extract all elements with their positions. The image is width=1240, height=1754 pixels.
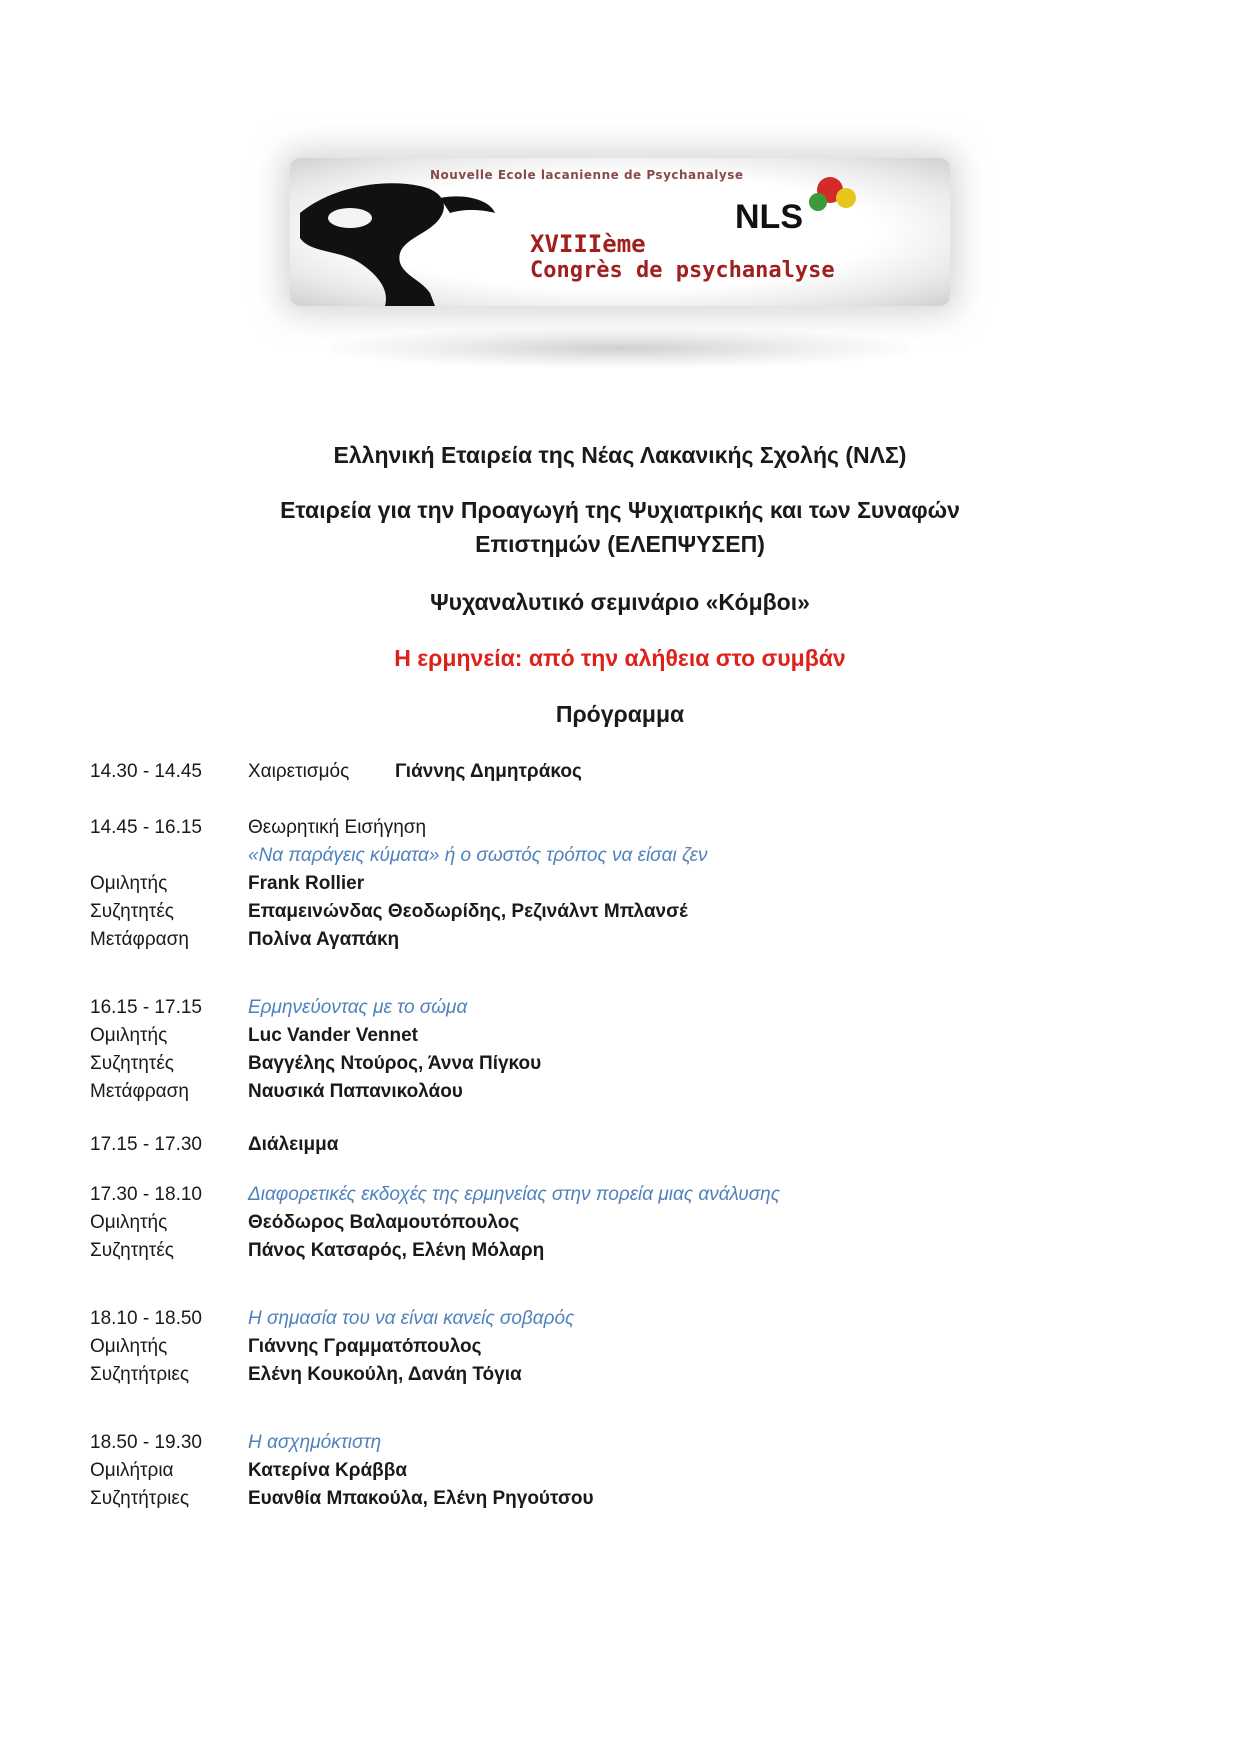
speaker-name: Luc Vander Vennet [248,1025,418,1046]
discussants-label: Συζητητές [90,901,174,922]
session-time: 17.30 - 18.10 [90,1184,202,1205]
session-title: «Να παράγεις κύματα» ή ο σωστός τρόπος να είσαι ζεν [248,845,708,866]
break-label: Διάλειμμα [248,1134,339,1155]
speaker-label: Ομιλητής [90,1336,168,1357]
session-title: Ερμηνεύοντας με το σώμα [248,997,468,1018]
session-title: Διαφορετικές εκδοχές της ερμηνείας στην πορεία μιας ανάλυσης [248,1184,780,1205]
speaker-name: Κατερίνα Κράββα [248,1460,408,1481]
seminar-theme: Η ερμηνεία: από την αλήθεια στο συμβάν [394,645,846,671]
translation-label: Μετάφραση [90,1081,189,1102]
org-title-nls: Ελληνική Εταιρεία της Νέας Λακανικής Σχολής (ΝΛΣ) [333,442,907,468]
session-type: Θεωρητική Εισήγηση [248,817,427,838]
seminar-title: Ψυχαναλυτικό σεμινάριο «Κόμβοι» [430,589,810,615]
program-schedule [90,758,1150,1513]
logo-acronym: NLS [735,198,803,236]
speaker-label: Ομιλήτρια [90,1460,174,1481]
schedule-item-session-4 [90,1305,1150,1333]
speaker-name: Γιάννης Γραμματόπουλος [248,1336,482,1357]
program-heading: Πρόγραμμα [555,701,685,727]
schedule-item-session-3 [90,1181,1150,1209]
logo-congress: Congrès de psychanalyse [530,258,835,283]
session-time: 16.15 - 17.15 [90,997,202,1018]
session-label: Χαιρετισμός [248,761,350,782]
schedule-item-theoretical [90,814,1150,842]
session-speaker: Γιάννης Δημητράκος [395,761,582,782]
translator-name: Ναυσικά Παπανικολάου [248,1081,463,1102]
congress-logo [290,150,950,380]
session-title: Η σημασία του να είναι κανείς σοβαρός [248,1308,575,1329]
speaker-name: Θεόδωρος Βαλαμουτόπουλος [248,1212,520,1233]
org-title-elepsysep-line1: Εταιρεία για την Προαγωγή της Ψυχιατρικής και των Συναφών [280,497,960,523]
translator-name: Πολίνα Αγαπάκη [248,929,400,950]
session-time: 17.15 - 17.30 [90,1134,202,1155]
discussants-label: Συζητήτριες [90,1364,189,1385]
speaker-label: Ομιλητής [90,873,168,894]
schedule-item-session-2 [90,994,1150,1022]
logo-banner [290,158,950,306]
session-time: 14.30 - 14.45 [90,761,202,782]
schedule-item-session-5 [90,1429,1150,1457]
session-time: 18.10 - 18.50 [90,1308,202,1329]
discussants-names: Πάνος Κατσαρός, Ελένη Μόλαρη [248,1240,545,1261]
translation-label: Μετάφραση [90,929,189,950]
discussants-label: Συζητητές [90,1240,174,1261]
logo-reflection [330,328,910,368]
speaker-name: Frank Rollier [248,873,365,894]
schedule-item-break [90,1131,1150,1159]
session-time: 14.45 - 16.15 [90,817,202,838]
discussants-label: Συζητητές [90,1053,174,1074]
session-time: 18.50 - 19.30 [90,1432,202,1453]
logo-school-name: Nouvelle Ecole lacanienne de Psychanalyse [430,168,744,182]
org-title-elepsysep-line2: Επιστημών (ΕΛΕΠΨΥΣΕΠ) [475,531,765,557]
discussants-names: Επαμεινώνδας Θεοδωρίδης, Ρεζινάλντ Μπλανσέ [248,901,688,922]
discussants-names: Ελένη Κουκούλη, Δανάη Τόγια [248,1364,522,1385]
speaker-label: Ομιλητής [90,1025,168,1046]
schedule-item-welcome [90,758,1150,786]
discussants-label: Συζητήτριες [90,1488,189,1509]
discussants-names: Βαγγέλης Ντούρος, Άννα Πίγκου [248,1053,542,1074]
logo-edition: XVIIIème [530,230,646,258]
session-title: Η ασχημόκτιστη [248,1432,382,1453]
speaker-label: Ομιλητής [90,1212,168,1233]
discussants-names: Ευανθία Μπακούλα, Ελένη Ρηγούτσου [248,1488,594,1509]
